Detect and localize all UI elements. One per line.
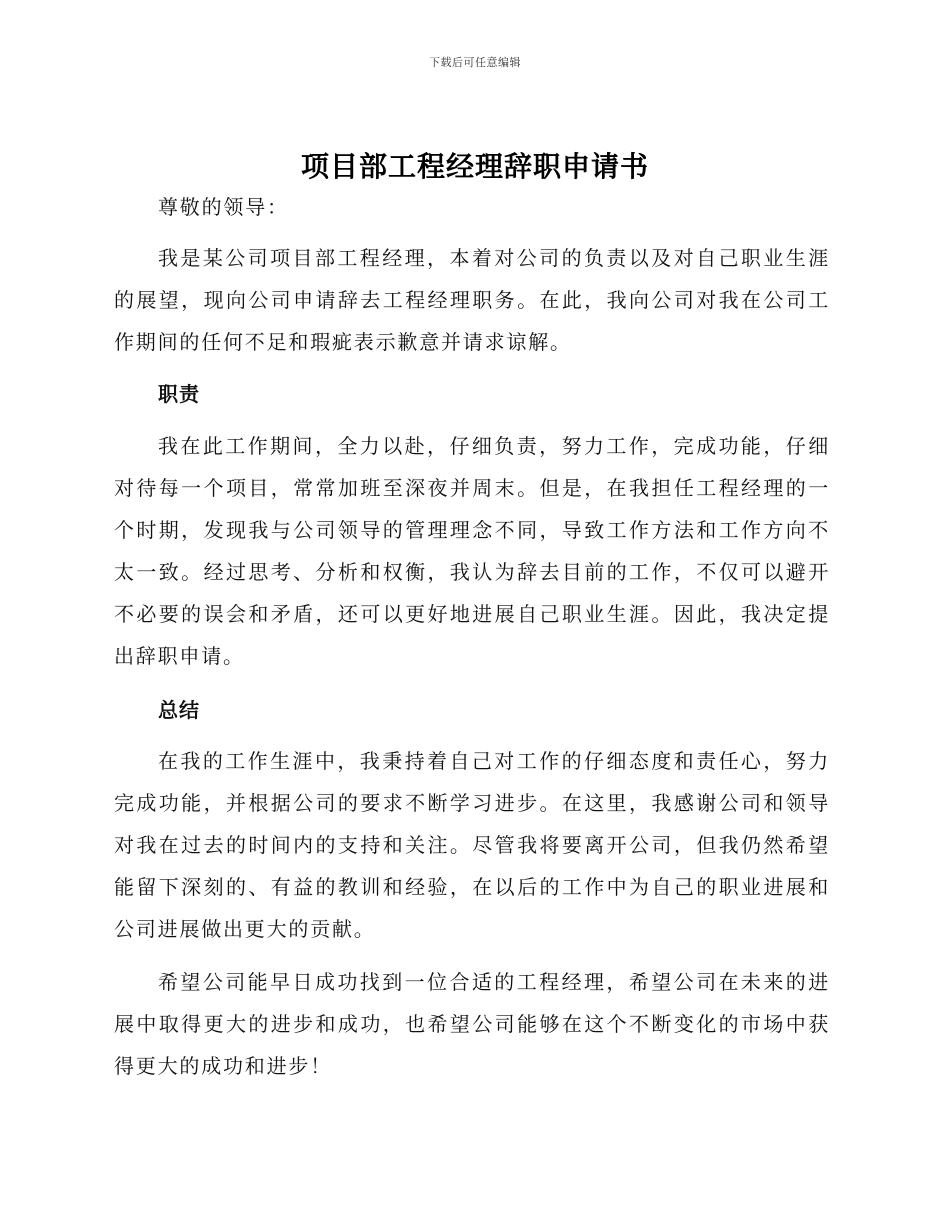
document-title: 项目部工程经理辞职申请书	[300, 150, 649, 183]
closing-paragraph: 希望公司能早日成功找到一位合适的工程经理，希望公司在未来的进展中取得更大的进步和成功，也希望公司能够在这个不断变化的市场中获得更大的成功和进步！	[114, 970, 830, 1078]
section-heading-summary: 总结	[158, 698, 200, 722]
intro-paragraph: 我是某公司项目部工程经理，本着对公司的负责以及对自己职业生涯的展望，现向公司申请辞去工程经理职务。在此，我向公司对我在公司工作期间的任何不足和瑕疵表示歉意并请求谅解。	[114, 246, 830, 354]
page-header: 下载后可任意编辑	[429, 56, 521, 69]
salutation: 尊敬的领导：	[158, 195, 289, 219]
duties-paragraph: 我在此工作期间，全力以赴，仔细负责，努力工作，完成功能，仔细对待每一个项目，常常加班至深夜并周末。但是，在我担任工程经理的一个时期，发现我与公司领导的管理理念不同，导致工作方法和工作方向不太一致。经过思考、分析和权衡，我认为辞去目前的工作，不仅可以避开不必要的误会和矛盾，还可以更好地进展自己职业生涯。因此，我决定提出辞职申请。	[114, 434, 830, 668]
section-heading-duties: 职责	[158, 382, 200, 406]
summary-paragraph: 在我的工作生涯中，我秉持着自己对工作的仔细态度和责任心，努力完成功能，并根据公司的要求不断学习进步。在这里，我感谢公司和领导对我在过去的时间内的支持和关注。尽管我将要离开公司，但我仍然希望能留下深刻的、有益的教训和经验，在以后的工作中为自己的职业进展和公司进展做出更大的贡献。	[114, 749, 830, 941]
